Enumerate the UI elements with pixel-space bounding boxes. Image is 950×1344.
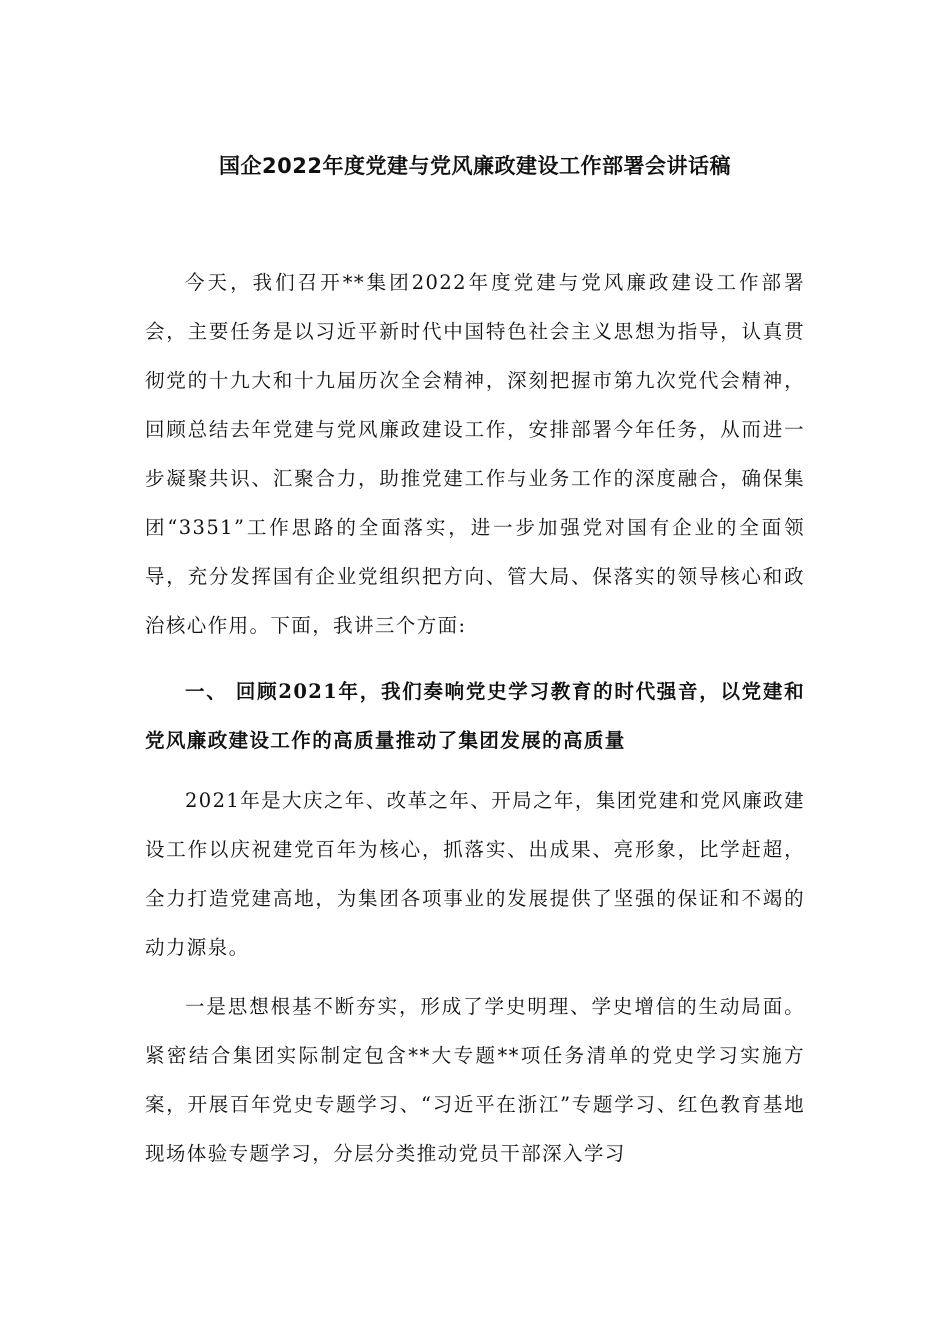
- body-paragraph-2021-summary: 2021年是大庆之年、改革之年、开局之年，集团党建和党风廉政建设工作以庆祝建党百年为核心，抓落实、出成果、亮形象，比学赶超，全力打造党建高地，为集团各项事业的发展提供了坚强的保证和不竭的动力源泉。: [145, 789, 805, 959]
- document-title: 国企2022年度党建与党风廉政建设工作部署会讲话稿: [219, 154, 731, 178]
- body-paragraph-point-one: 一是思想根基不断夯实，形成了学史明理、学史增信的生动局面。紧密结合集团实际制定包含**大专题**项任务清单的党史学习实施方案，开展百年党史专题学习、“习近平在浙江”专题学习、红色教育基地现场体验专题学习，分层分类推动党员干部深入学习: [145, 995, 805, 1165]
- section-heading-one: 一、 回顾2021年，我们奏响党史学习教育的时代强音，以党建和党风廉政建设工作的高质量推动了集团发展的高质量: [145, 680, 805, 752]
- body-paragraph-intro: 今天，我们召开**集团2022年度党建与党风廉政建设工作部署会，主要任务是以习近平新时代中国特色社会主义思想为指导，认真贯彻党的十九大和十九届历次全会精神，深刻把握市第九次党代会精神，回顾总结去年党建与党风廉政建设工作，安排部署今年任务，从而进一步凝聚共识、汇聚合力，助推党建工作与业务工作的深度融合，确保集团“3351”工作思路的全面落实，进一步加强党对国有企业的全面领导，充分发挥国有企业党组织把方向、管大局、保落实的领导核心和政治核心作用。下面，我讲三个方面:: [145, 271, 805, 637]
